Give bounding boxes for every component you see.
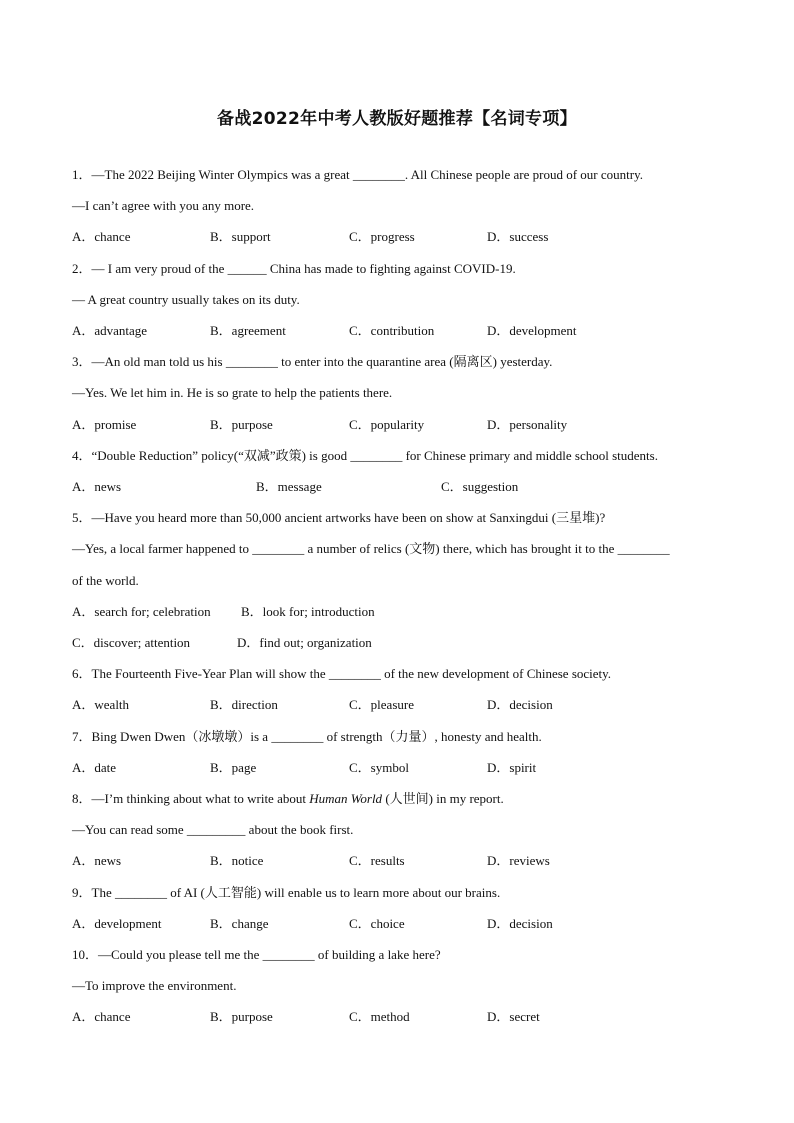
q10-option-c: C．method <box>349 1009 410 1024</box>
q2-option-b: B．agreement <box>210 323 286 338</box>
question-5-reply: —Yes, a local farmer happened to ________ a number of relics (文物) there, which has brought it to the ________ <box>72 541 670 556</box>
q8-option-d: D．reviews <box>487 853 550 868</box>
q4-option-a: A．news <box>72 479 122 494</box>
q5-option-b: B．look for; introduction <box>241 604 375 619</box>
q3-option-c: C．popularity <box>349 417 425 432</box>
q8-option-b: B．notice <box>210 853 264 868</box>
question-2-reply: — A great country usually takes on its duty. <box>72 292 300 307</box>
question-8-reply: —You can read some _________ about the book first. <box>72 822 354 837</box>
question-8-tail: (人世间) in my report. <box>382 791 504 806</box>
q7-option-c: C．symbol <box>349 760 409 775</box>
q7-option-b: B．page <box>210 760 257 775</box>
q1-option-a: A．chance <box>72 229 131 244</box>
question-3-reply: —Yes. We let him in. He is so grate to help the patients there. <box>72 385 393 400</box>
q8-option-a: A．news <box>72 853 122 868</box>
question-8 <box>72 791 504 807</box>
q5-option-d: D．find out; organization <box>237 635 372 650</box>
q2-option-d: D．development <box>487 323 577 338</box>
q10-option-a: A．chance <box>72 1009 131 1024</box>
q3-option-d: D．personality <box>487 417 568 432</box>
q9-option-a: A．development <box>72 916 162 931</box>
q7-option-d: D．spirit <box>487 760 537 775</box>
q8-option-c: C．results <box>349 853 405 868</box>
question-1-reply: —I can’t agree with you any more. <box>72 198 255 213</box>
q4-option-b: B．message <box>256 479 322 494</box>
q9-option-b: B．change <box>210 916 269 931</box>
q1-option-c: C．progress <box>349 229 415 244</box>
question-5-reply-cont: of the world. <box>72 573 139 588</box>
q5-option-a: A．search for; celebration <box>72 604 211 619</box>
page-title: 备战2022年中考人教版好题推荐【名词专项】 <box>217 109 577 129</box>
question-5: 5．—Have you heard more than 50,000 ancient artworks have been on show at Sanxingdui (三星堆)? <box>72 510 606 525</box>
q2-option-c: C．contribution <box>349 323 435 338</box>
book-title: Human World <box>309 791 383 806</box>
question-4: 4．“Double Reduction” policy(“双减”政策) is good ________ for Chinese primary and middle school students. <box>72 448 658 463</box>
q6-option-d: D．decision <box>487 697 553 712</box>
q6-option-a: A．wealth <box>72 697 130 712</box>
question-10-reply: —To improve the environment. <box>72 978 237 993</box>
q5-option-c: C．discover; attention <box>72 635 191 650</box>
question-6: 6．The Fourteenth Five-Year Plan will show the ________ of the new development of Chinese society. <box>72 666 612 681</box>
q10-option-b: B．purpose <box>210 1009 273 1024</box>
q4-option-c: C．suggestion <box>441 479 519 494</box>
q6-option-b: B．direction <box>210 697 278 712</box>
q9-option-d: D．decision <box>487 916 553 931</box>
q3-option-b: B．purpose <box>210 417 273 432</box>
question-9: 9．The ________ of AI (人工智能) will enable us to learn more about our brains. <box>72 885 501 900</box>
question-3: 3．—An old man told us his ________ to enter into the quarantine area (隔离区) yesterday. <box>72 354 553 369</box>
question-8-lead: 8．—I’m thinking about what to write about <box>72 791 310 806</box>
question-7: 7．Bing Dwen Dwen（冰墩墩）is a ________ of strength（力量）, honesty and health. <box>72 729 542 744</box>
q3-option-a: A．promise <box>72 417 137 432</box>
q10-option-d: D．secret <box>487 1009 540 1024</box>
q1-option-d: D．success <box>487 229 549 244</box>
q6-option-c: C．pleasure <box>349 697 414 712</box>
q2-option-a: A．advantage <box>72 323 148 338</box>
q9-option-c: C．choice <box>349 916 405 931</box>
question-10: 10．—Could you please tell me the ________ of building a lake here? <box>72 947 441 962</box>
question-1: 1．—The 2022 Beijing Winter Olympics was a great ________. All Chinese people are proud of our country. <box>72 167 643 182</box>
q1-option-b: B．support <box>210 229 271 244</box>
q7-option-a: A．date <box>72 760 117 775</box>
question-2: 2．— I am very proud of the ______ China has made to fighting against COVID-19. <box>72 261 516 276</box>
